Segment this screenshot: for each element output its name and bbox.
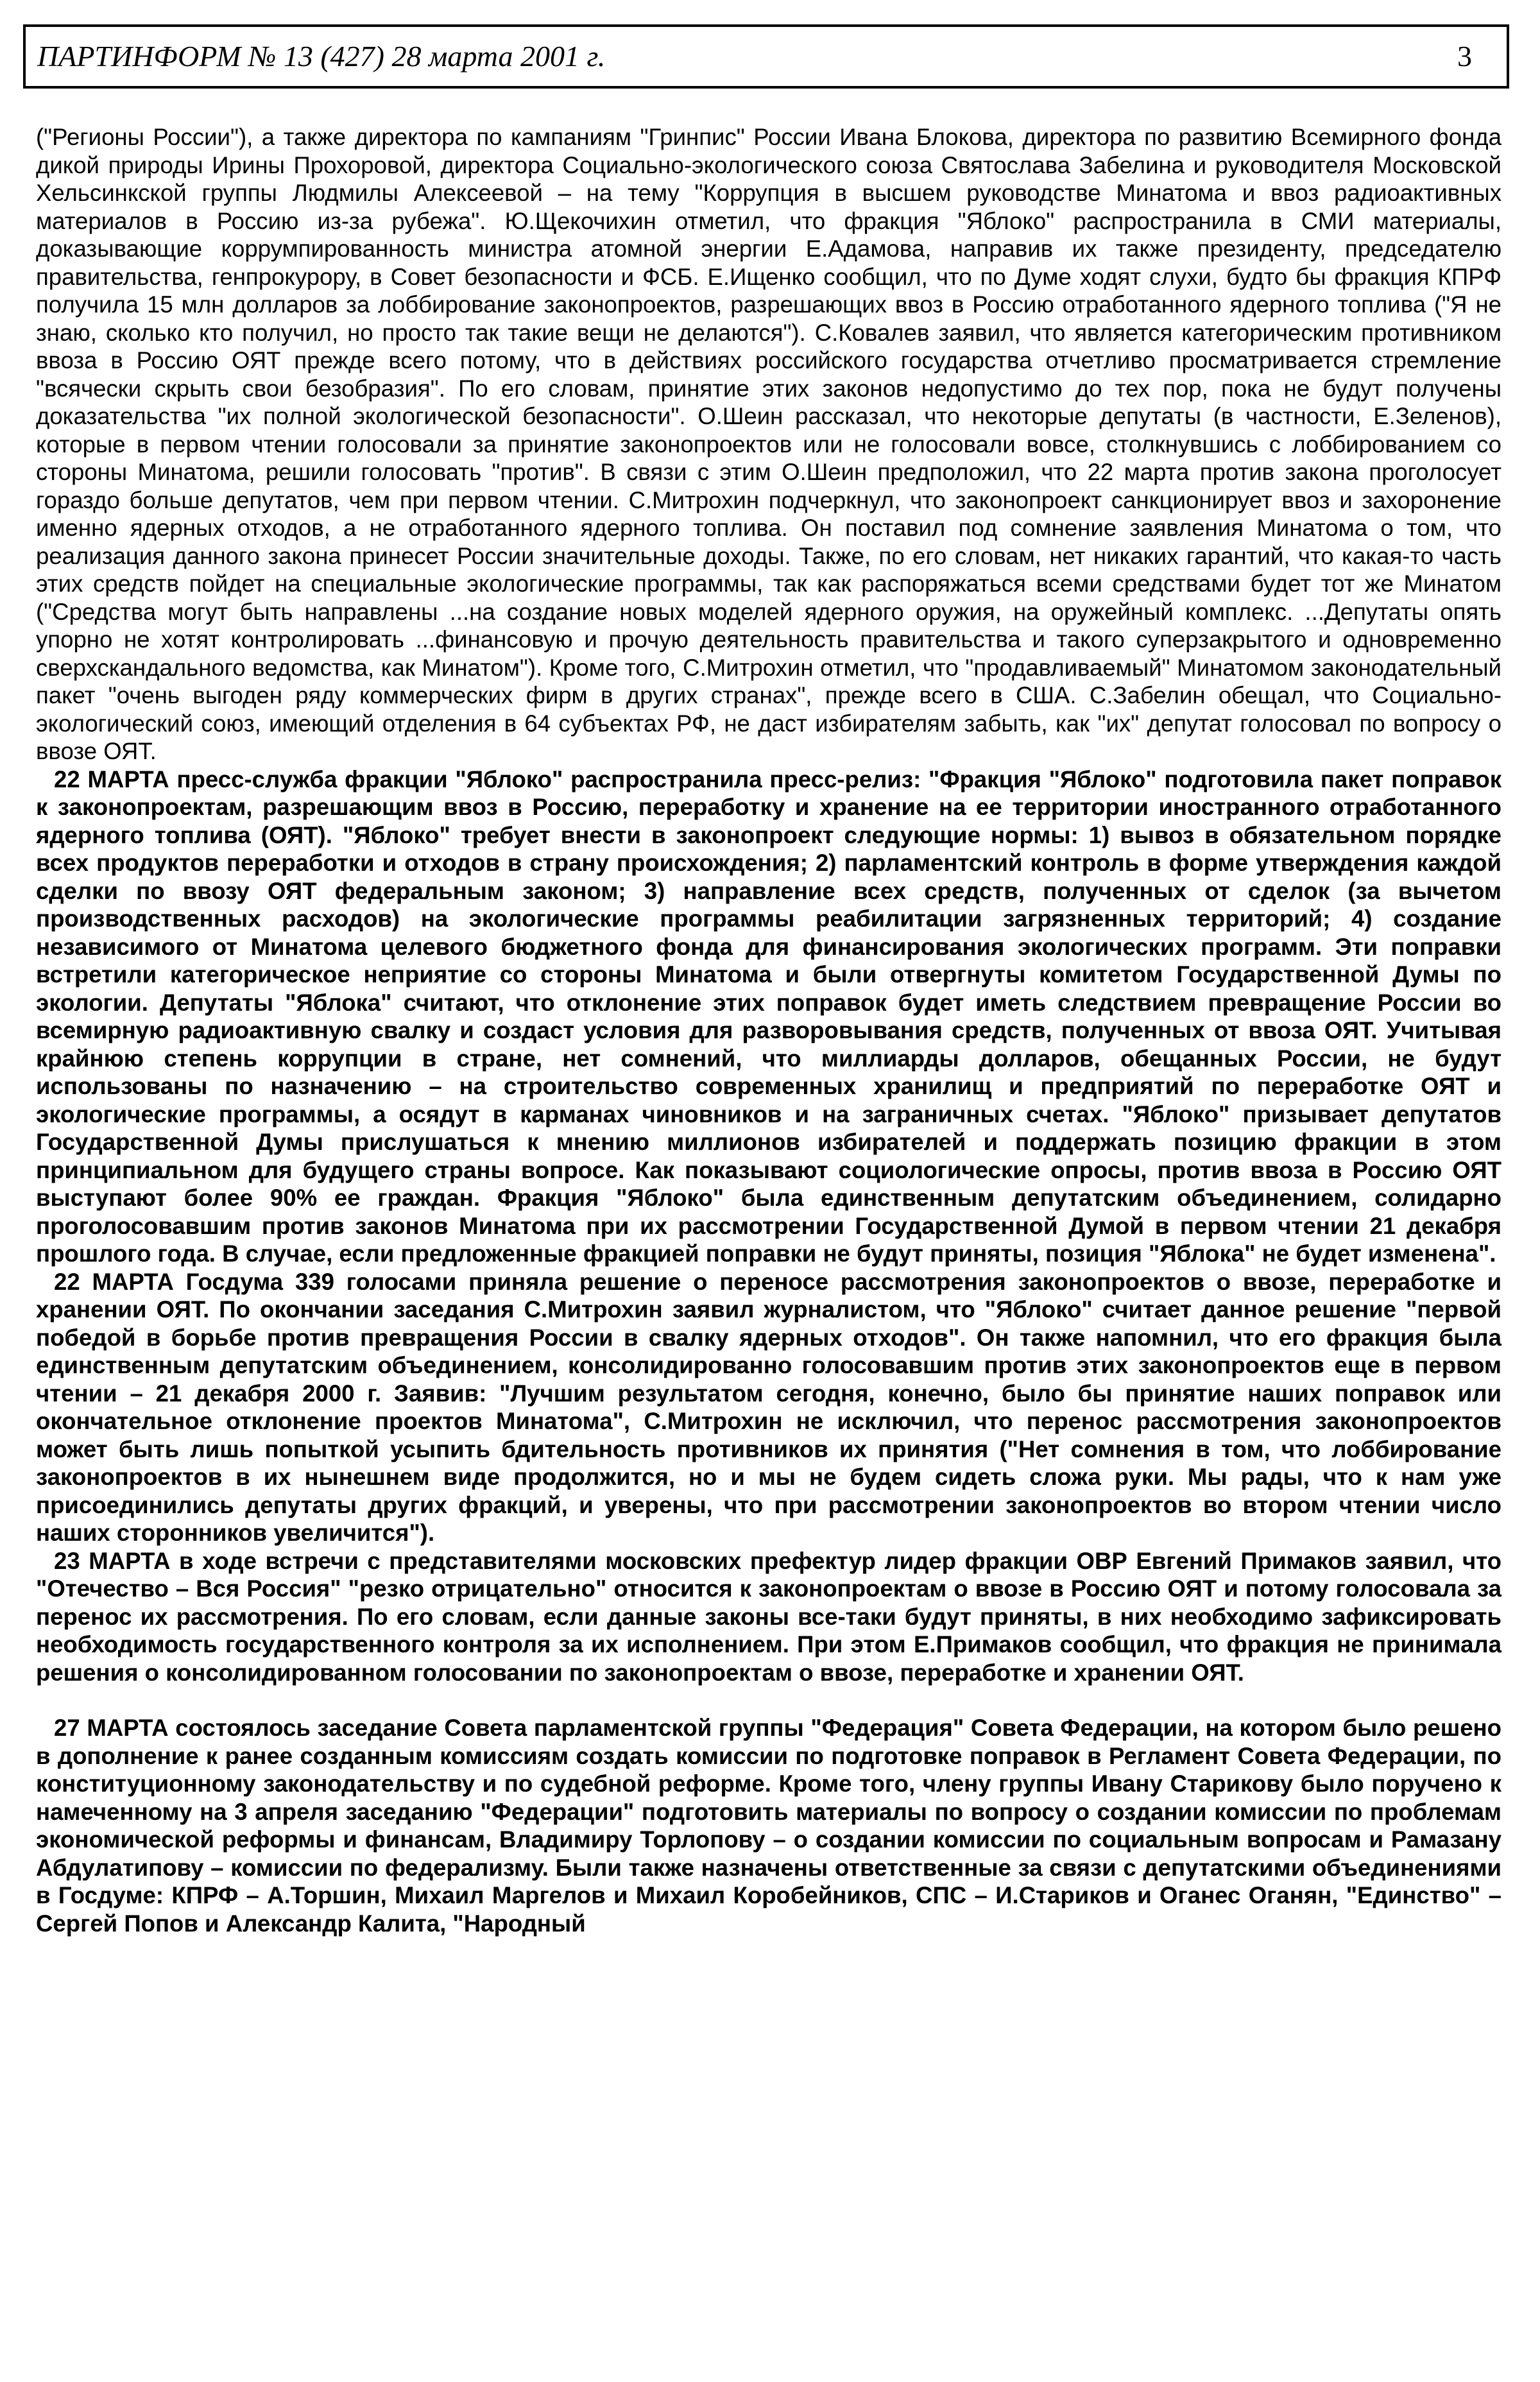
publication-title: ПАРТИНФОРМ № 13 (427) 28 марта 2001 г. — [37, 40, 606, 73]
paragraph-continuation: ("Регионы России"), а также директора по кампаниям "Гринпис" России Ивана Блокова, директора по развитию Всемирного фонда дикой природы Ирины Прохоровой, директора Социально-экологического союза Святослава Забелина и руководителя Московской Хельсинкской группы Людмилы Алексеевой – на тему "Коррупция в высшем руководстве Минатома и ввоз радиоактивных материалов в Россию из-за рубежа". Ю.Щекочихин отметил, что фракция "Яблоко" распространила в СМИ материалы, доказывающие коррумпированность министра атомной энергии Е.Адамова, направив их также президенту, председателю правительства, генпрокурору, в Совет безопасности и ФСБ. Е.Ищенко сообщил, что по Думе ходят слухи, будто бы фракция КПРФ получила 15 млн долларов за лоббирование законопроектов, разрешающих ввоз в Россию отработанного ядерного топлива ("Я не знаю, сколько кто получил, но просто так такие вещи не делаются"). С.Ковалев заявил, что является категорическим противником ввоза в Россию ОЯТ прежде всего потому, что в действиях российского государства отчетливо просматривается стремление "всячески скрыть свои безобразия". По его словам, принятие этих законов недопустимо до тех пор, пока не будут получены доказательства "их полной экологической безопасности". О.Шеин рассказал, что некоторые депутаты (в частности, Е.Зеленов), которые в первом чтении голосовали за принятие законопроектов или не голосовали вовсе, столкнувшись с лоббированием со стороны Минатома, решили голосовать "против". В связи с этим О.Шеин предположил, что 22 марта против закона проголосует гораздо больше депутатов, чем при первом чтении. С.Митрохин подчеркнул, что законопроект санкционирует ввоз и захоронение именно ядерных отходов, а не отработанного ядерного топлива. Он поставил под сомнение заявления Минатома о том, что реализация данного закона принесет России значительные доходы. Также, по его словам, нет никаких гарантий, что какая-то часть этих средств пойдет на специальные экологические программы, так как распоряжаться всеми средствами будет тот же Минатом ("Средства могут быть направлены ...на создание новых моделей ядерного оружия, на оружейный комплекс. ...Депутаты опять упорно не хотят контролировать ...финансовую и прочую деятельность правительства и такого суперзакрытого и одновременно сверхскандального ведомства, как Минатом"). Кроме того, С.Митрохин отметил, что "продавливаемый" Минатомом законодательный пакет "очень выгоден ряду коммерческих фирм в других странах", прежде всего в США. С.Забелин обещал, что Социально-экологический союз, имеющий отделения в 64 субъектах РФ, не даст избирателям забыть, как "их" депутат голосовал по вопросу о ввозе ОЯТ. — [36, 124, 1502, 764]
paragraph-march-27-federation: 27 МАРТА состоялось заседание Совета парламентской группы "Федерация" Совета Федерации, на котором было решено в дополнение к ранее созданным комиссиям создать комиссии по подготовке поправок в Регламент Совета Федерации, по конституционному законодательству и по судебной реформе. Кроме того, члену группы Ивану Старикову было поручено к намеченному на 3 апреля заседанию "Федерации" подготовить материалы по вопросу о создании комиссии по проблемам экономической реформы и финансам, Владимиру Торлопову – о создании комиссии по социальным вопросам и Рамазану Абдулатипову – комиссии по федерализму. Были также назначены ответственные за связи с депутатскими объединениями в Госдуме: КПРФ – А.Торшин, Михаил Маргелов и Михаил Коробейников, СПС – И.Стариков и Оганес Оганян, "Единство" – Сергей Попов и Александр Калита, "Народный — [36, 1715, 1502, 1937]
paragraph-march-23-primakov: 23 МАРТА в ходе встречи с представителями московских префектур лидер фракции ОВР Евгений Примаков заявил, что "Отечество – Вся Россия" "резко отрицательно" относится к законопроектам о ввозе в Россию ОЯТ и потому голосовала за перенос их рассмотрения. По его словам, если данные законы все-таки будут приняты, в них необходимо зафиксировать необходимость государственного контроля за их исполнением. При этом Е.Примаков сообщил, что фракция не принимала решения о консолидированном голосовании по законопроектам о ввозе, переработке и хранении ОЯТ. — [36, 1547, 1502, 1686]
page-number: 3 — [1457, 40, 1472, 73]
paragraph-march-22-press-release: 22 МАРТА пресс-служба фракции "Яблоко" распространила пресс-релиз: "Фракция "Яблоко" подготовила пакет поправок к законопроектам, разрешающим ввоз в Россию, переработку и хранение на ее территории иностранного отработанного ядерного топлива (ОЯТ). "Яблоко" требует внести в законопроект следующие нормы: 1) вывоз в обязательном порядке всех продуктов переработки и отходов в страну происхождения; 2) парламентский контроль в форме утверждения каждой сделки по ввозу ОЯТ федеральным законом; 3) направление всех средств, полученных от сделок (за вычетом производственных расходов) на экологические программы реабилитации загрязненных территорий; 4) создание независимого от Минатома целевого бюджетного фонда для финансирования экологических программ. Эти поправки встретили категорическое неприятие со стороны Минатома и были отвергнуты комитетом Государственной Думы по экологии. Депутаты "Яблока" считают, что отклонение этих поправок будет иметь следствием превращение России во всемирную радиоактивную свалку и создаст условия для разворовывания средств, полученных от ввоза ОЯТ. Учитывая крайнюю степень коррупции в стране, нет сомнений, что миллиарды долларов, обещанных России, не будут использованы по назначению – на строительство современных хранилищ и предприятий по переработке ОЯТ и экологические программы, а осядут в карманах чиновников и на заграничных счетах. "Яблоко" призывает депутатов Государственной Думы прислушаться к мнению миллионов избирателей и поддержать позицию фракции в этом принципиальном для будущего страны вопросе. Как показывают социологические опросы, против ввоза в Россию ОЯТ выступают более 90% ее граждан. Фракция "Яблоко" была единственным депутатским объединением, солидарно проголосовавшим против законов Минатома при их рассмотрении Государственной Думой в первом чтении 21 декабря прошлого года. В случае, если предложенные фракцией поправки не будут приняты, позиция "Яблока" не будет изменена". — [36, 766, 1502, 1267]
paragraph-march-22-duma-vote: 22 МАРТА Госдума 339 голосами приняла решение о переносе рассмотрения законопроектов о ввозе, переработке и хранении ОЯТ. По окончании заседания С.Митрохин заявил журналистом, что "Яблоко" считает данное решение "первой победой в борьбе против превращения России в свалку ядерных отходов". Он также напомнил, что его фракция была единственным депутатским объединением, консолидированно голосовавшим против этих законопроектов еще в первом чтении – 21 декабря 2000 г. Заявив: "Лучшим результатом сегодня, конечно, было бы принятие наших поправок или окончательное отклонение проектов Минатома", С.Митрохин не исключил, что перенос рассмотрения законопроектов может быть лишь попыткой усыпить бдительность противников их принятия ("Нет сомнения в том, что лоббирование законопроектов в их нынешнем виде продолжится, но и мы не будем сидеть сложа руки. Мы рады, что к нам уже присоединились депутаты других фракций, и уверены, что при рассмотрении законопроектов во втором чтении число наших сторонников увеличится"). — [36, 1268, 1502, 1546]
paragraph-gap — [36, 1686, 1502, 1714]
article-body — [36, 123, 1502, 1937]
page-header — [23, 24, 1509, 89]
